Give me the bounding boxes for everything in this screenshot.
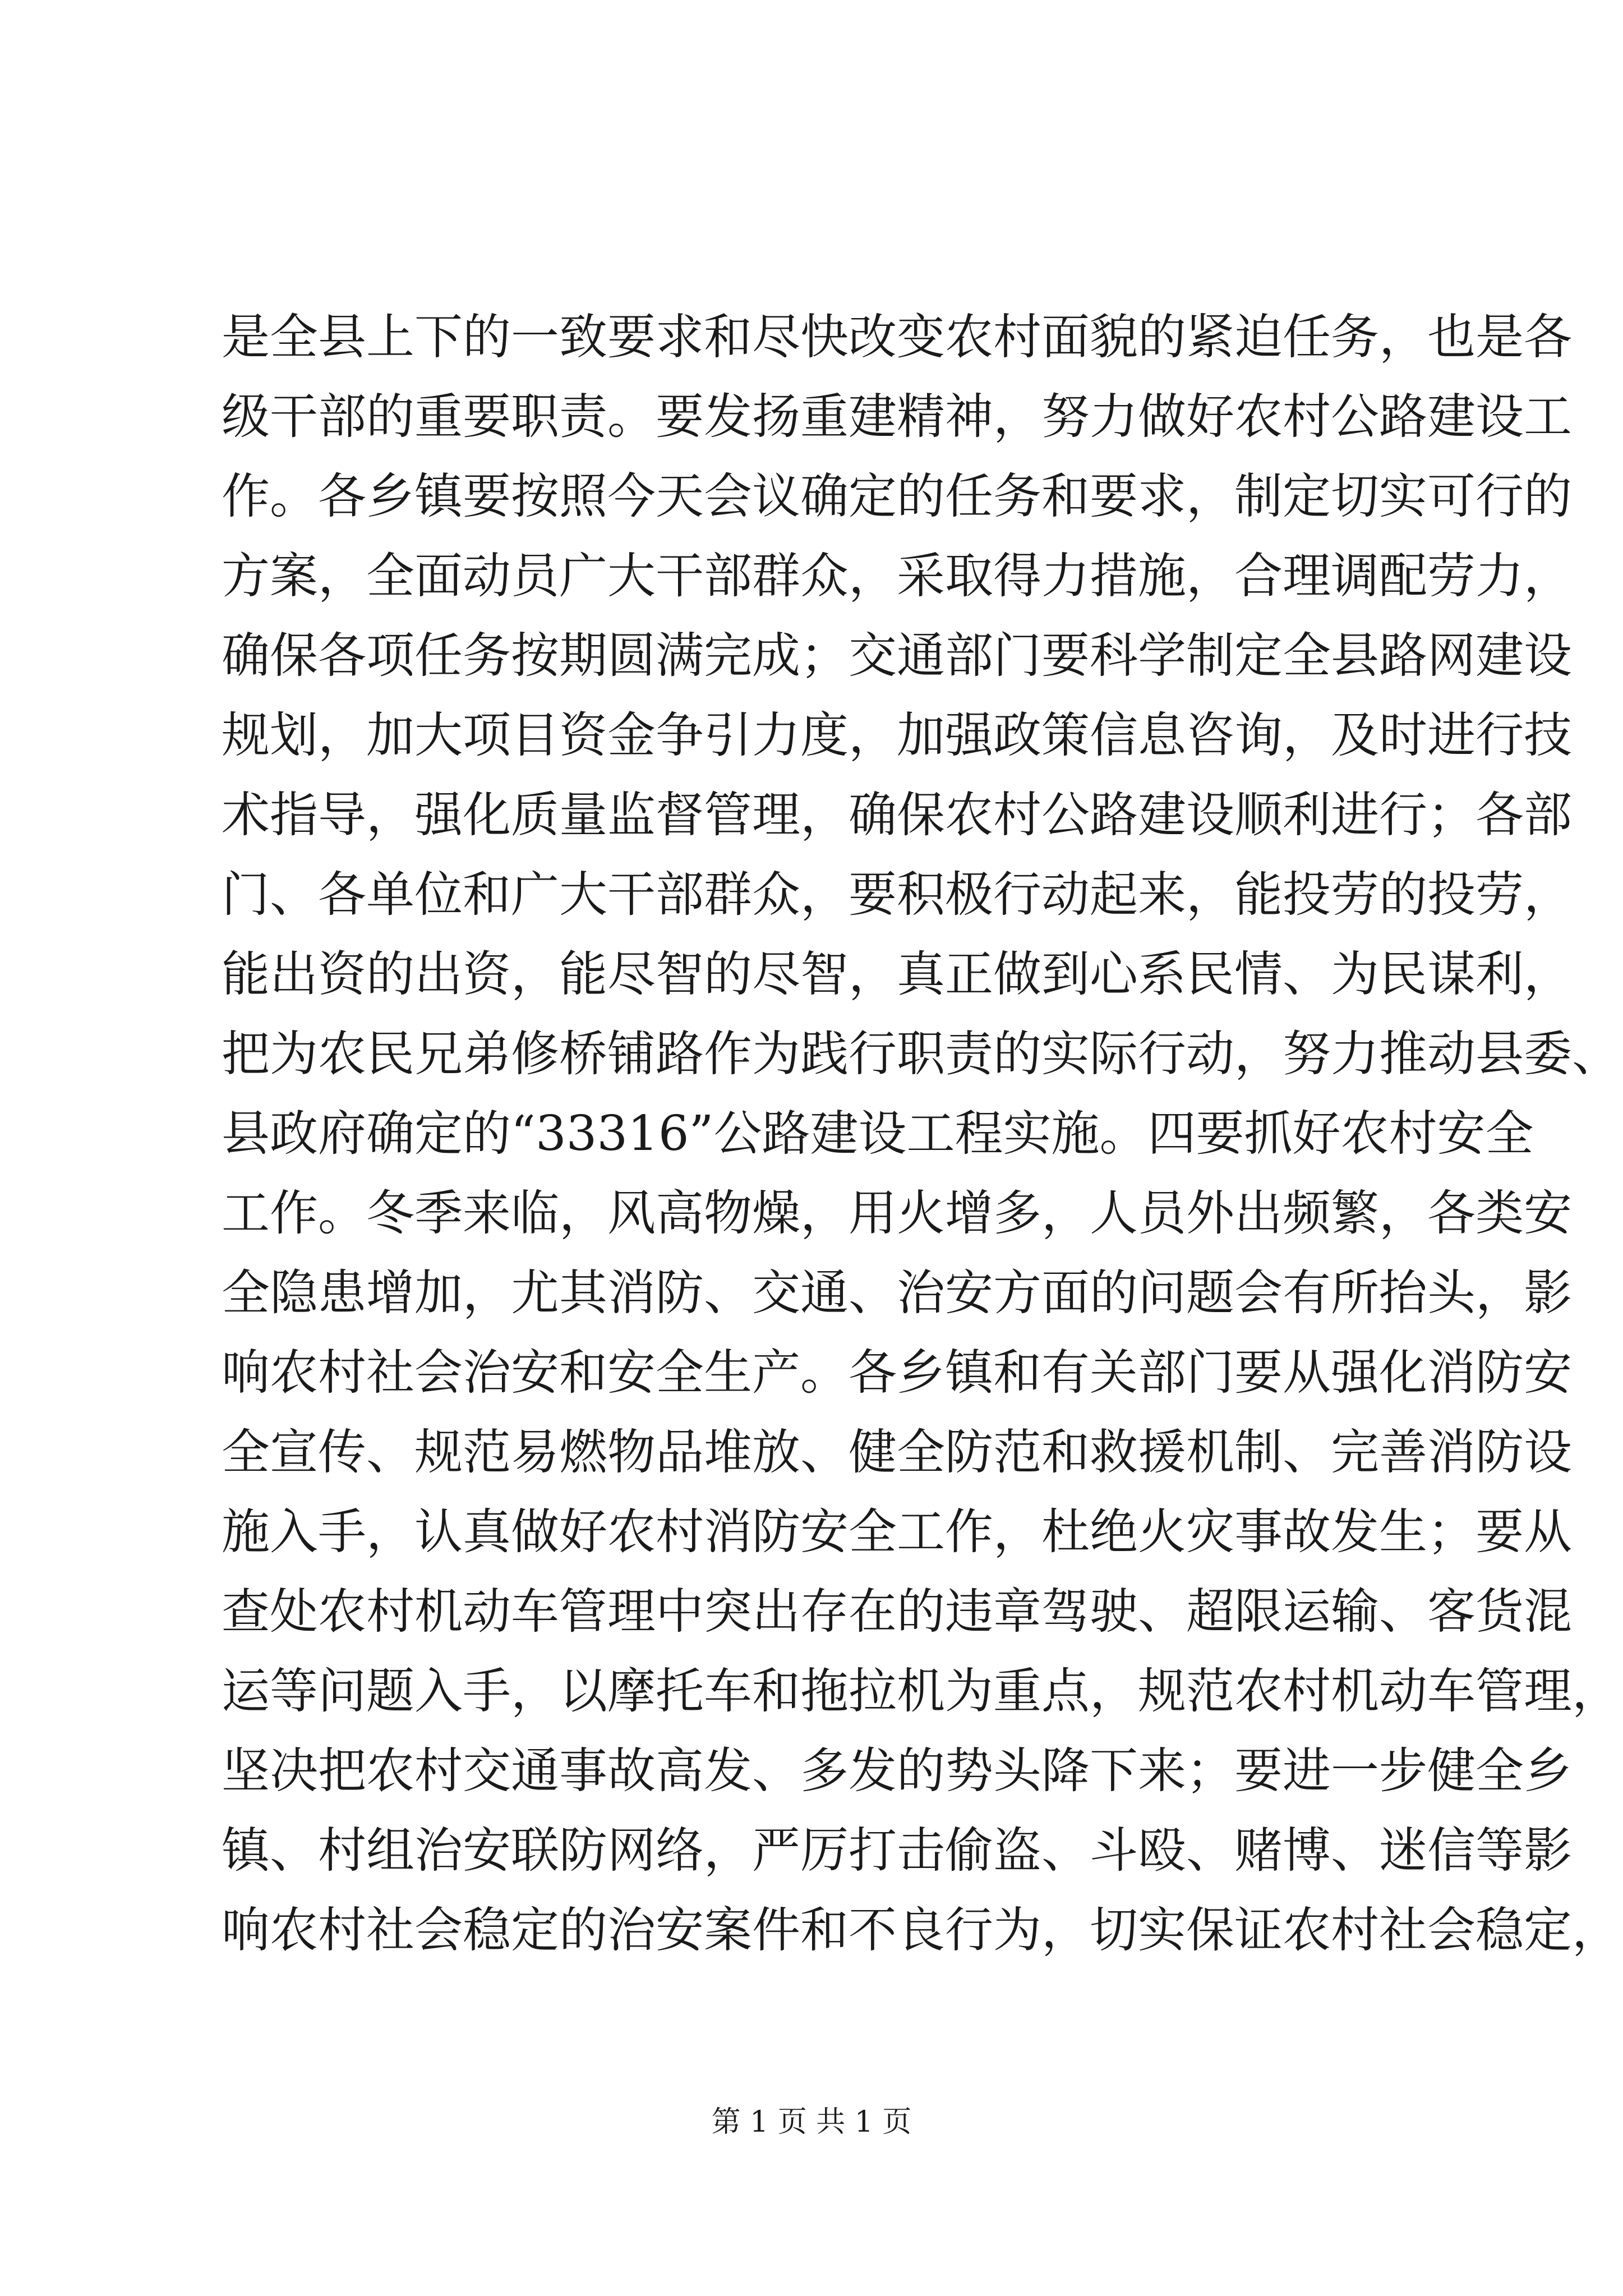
text-line: 把为农民兄弟修桥铺路作为践行职责的实际行动，努力推动县委、 [222,1026,1620,1082]
page-number-label: 第 1 页 共 1 页 [711,2105,912,2139]
text-line: 级干部的重要职责。要发扬重建精神，努力做好农村公路建设工 [222,389,1572,445]
text-line: 响农村社会稳定的治安案件和不良行为，切实保证农村社会稳定， [222,1902,1620,1958]
text-line: 坚决把农村交通事故高发、多发的势头降下来；要进一步健全乡 [222,1743,1572,1799]
text-line: 县政府确定的“33316”公路建设工程实施。四要抓好农村安全 [222,1106,1534,1162]
text-line: 施入手，认真做好农村消防安全工作，杜绝火灾事故发生；要从 [222,1504,1572,1560]
text-line: 确保各项任务按期圆满完成；交通部门要科学制定全县路网建设 [222,628,1572,684]
text-line: 全宣传、规范易燃物品堆放、健全防范和救援机制、完善消防设 [222,1424,1572,1480]
page-footer [0,2098,1623,2140]
text-line: 门、各单位和广大干部群众，要积极行动起来，能投劳的投劳， [222,867,1572,923]
text-line: 查处农村机动车管理中突出存在的违章驾驶、超限运输、客货混 [222,1584,1572,1640]
text-line: 全隐患增加，尤其消防、交通、治安方面的问题会有所抬头，影 [222,1265,1572,1321]
text-line: 是全县上下的一致要求和尽快改变农村面貌的紧迫任务，也是各 [222,309,1572,365]
text-line: 方案，全面动员广大干部群众，采取得力措施，合理调配劳力， [222,548,1572,604]
text-line: 响农村社会治安和安全生产。各乡镇和有关部门要从强化消防安 [222,1345,1572,1401]
text-line: 规划，加大项目资金争引力度，加强政策信息咨询，及时进行技 [222,707,1572,763]
text-line: 作。各乡镇要按照今天会议确定的任务和要求，制定切实可行的 [222,468,1572,524]
text-line: 术指导，强化质量监督管理，确保农村公路建设顺利进行；各部 [222,787,1572,843]
body-text [222,297,1620,1970]
text-line: 镇、村组治安联防网络，严厉打击偷盗、斗殴、赌博、迷信等影 [222,1823,1572,1879]
text-line: 工作。冬季来临，风高物燥，用火增多，人员外出频繁，各类安 [222,1185,1572,1241]
text-line: 运等问题入手，以摩托车和拖拉机为重点，规范农村机动车管理， [222,1663,1620,1719]
text-line: 能出资的出资，能尽智的尽智，真正做到心系民情、为民谋利， [222,946,1572,1002]
